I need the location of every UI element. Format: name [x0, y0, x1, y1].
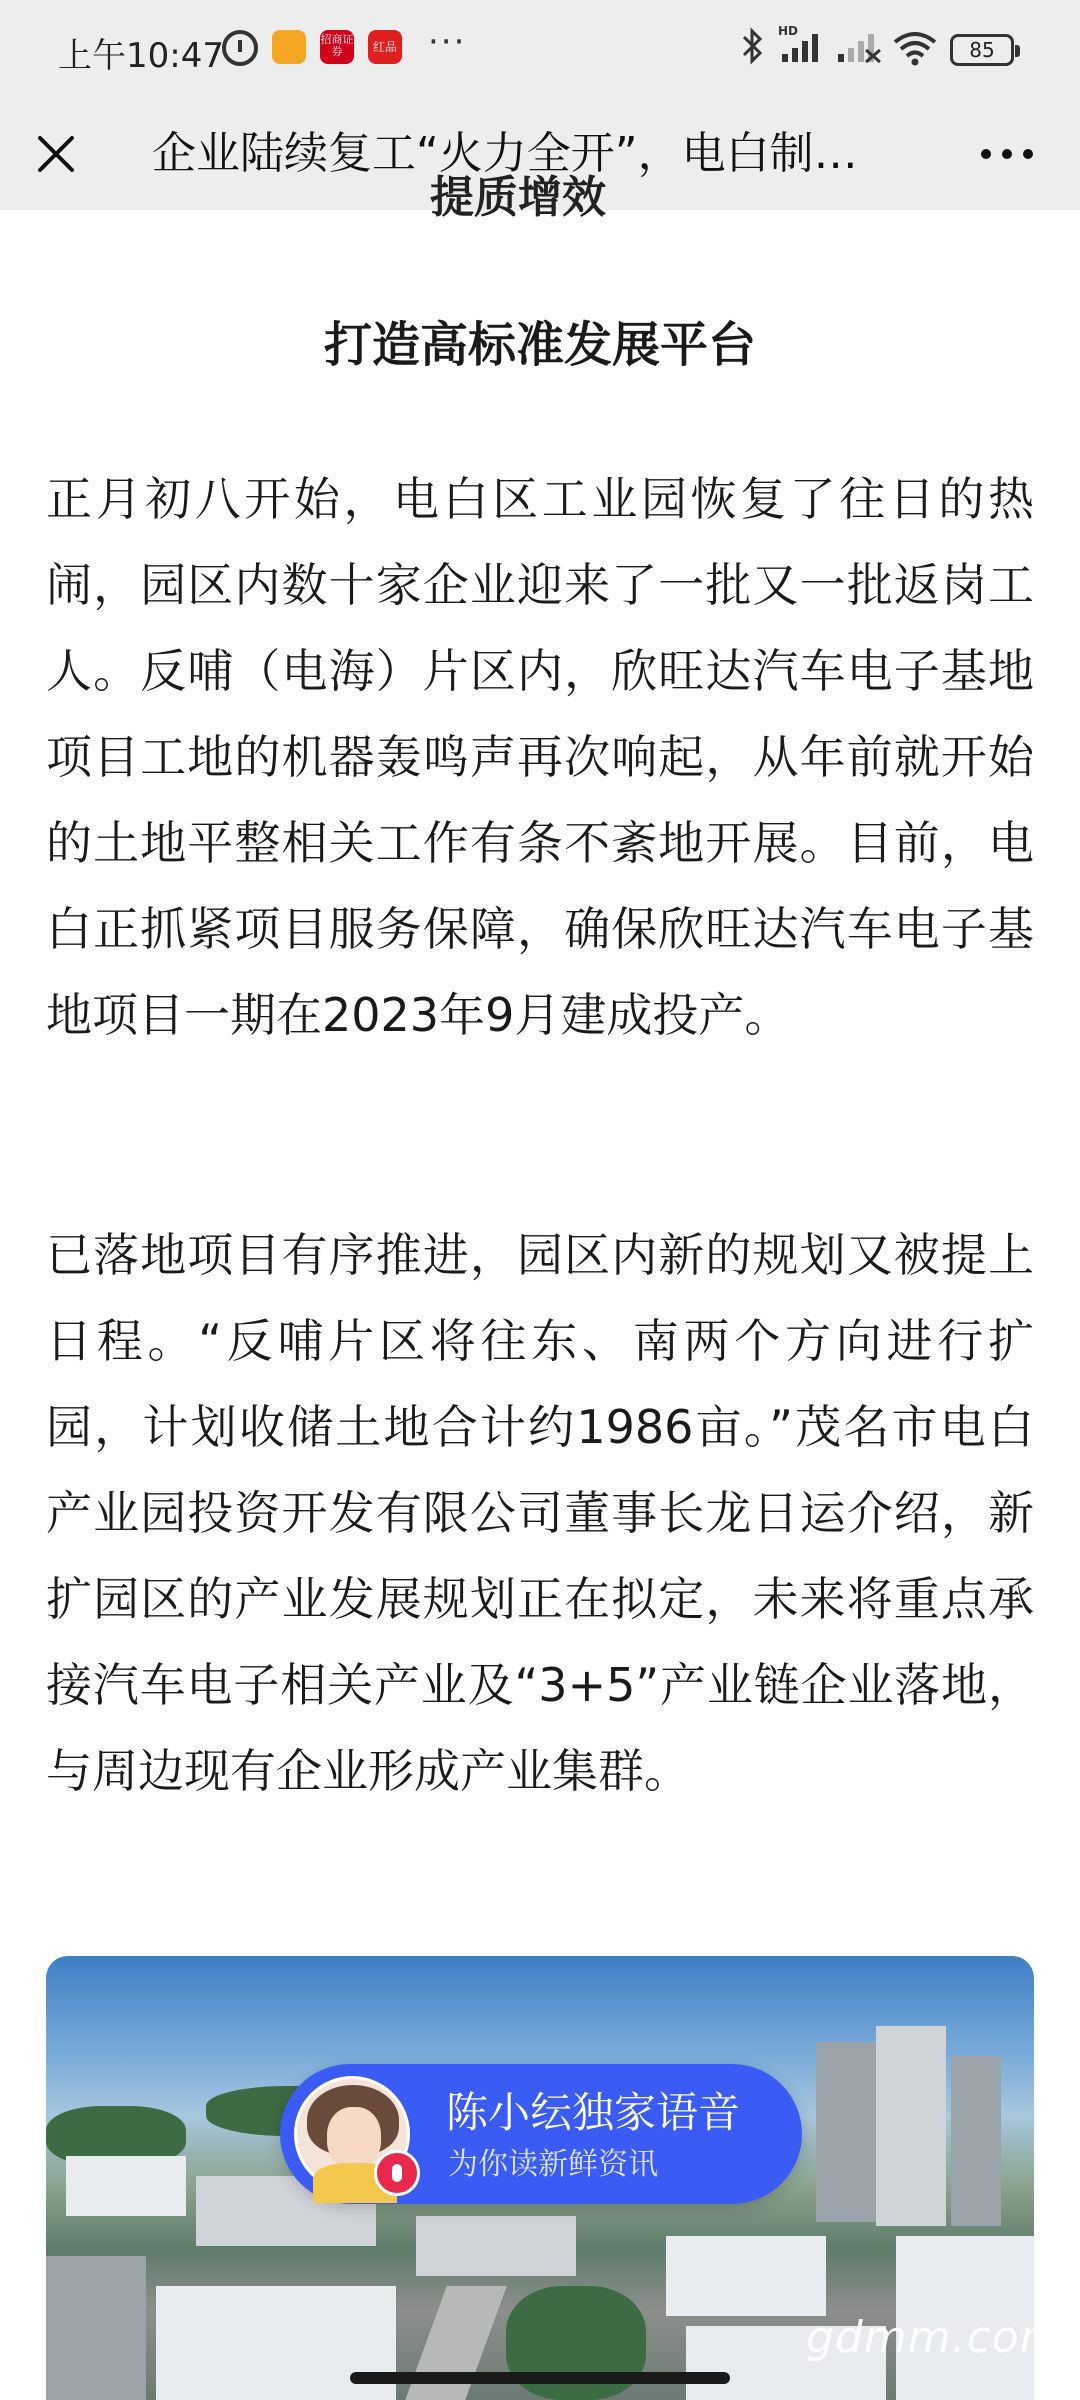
home-indicator[interactable]: [350, 2372, 730, 2384]
tall-building: [951, 2056, 1001, 2226]
building: [416, 2216, 576, 2276]
page-title: 企业陆续复工“火力全开”，电白制…: [152, 128, 858, 179]
section-heading: 打造高标准发展平台: [323, 317, 756, 373]
building: [666, 2236, 826, 2316]
battery-icon: 85: [950, 34, 1014, 66]
voice-reader-button[interactable]: [280, 2064, 802, 2204]
shopping-app-icon: 红品: [368, 30, 402, 64]
signal-strength-icon: [780, 28, 828, 64]
tall-building: [876, 2026, 946, 2226]
building: [46, 2256, 146, 2400]
article-paragraph: 已落地项目有序推进，园区内新的规划又被提上日程。“反哺片区将往东、南两个方向进行扩园，计划收储土地合计约1986亩。”茂名市电白产业园投资开发有限公司董事长龙日运介绍，新扩园区的产业发展规划正在拟定，未来将重点承接汽车电子相关产业及“3+5”产业链企业落地，与周边现有企业形成产业集群。: [46, 1228, 1034, 1798]
bluetooth-icon: [740, 26, 766, 66]
image-watermark: gdmm.com: [806, 2312, 1064, 2363]
microphone-icon: [374, 2150, 420, 2196]
securities-app-icon: 招商证券: [320, 30, 354, 64]
status-time: 上午10:47: [58, 36, 224, 76]
more-options-button[interactable]: [972, 124, 1042, 184]
close-button[interactable]: [26, 124, 86, 184]
building: [66, 2156, 186, 2216]
scrolled-off-text: 提质增效: [430, 172, 606, 223]
article-paragraph: 正月初八开始，电白区工业园恢复了往日的热闹，园区内数十家企业迎来了一批又一批返岗工人。反哺（电海）片区内，欣旺达汽车电子基地项目工地的机器轰鸣声再次响起，从年前就开始的土地平整相关工作有条不紊地开展。目前，电白正抓紧项目服务保障，确保欣旺达汽车电子基地项目一期在2023年9月建成投产。: [46, 472, 1034, 1042]
close-icon: [26, 124, 86, 184]
more-notifications-icon: ···: [428, 22, 467, 62]
more-dots-icon: [972, 124, 1042, 184]
voice-reader-subtitle: 为你读新鲜资讯: [448, 2147, 658, 2182]
voice-reader-title: 陈小纭独家语音: [446, 2088, 741, 2137]
signal-weak-icon: [836, 28, 884, 64]
notes-app-icon: [272, 30, 306, 64]
alarm-clock-icon: [222, 30, 258, 66]
network-type-label: HD: [778, 24, 799, 38]
status-bar: [0, 0, 1080, 100]
tall-building: [816, 2042, 876, 2222]
wifi-icon: [892, 30, 938, 66]
